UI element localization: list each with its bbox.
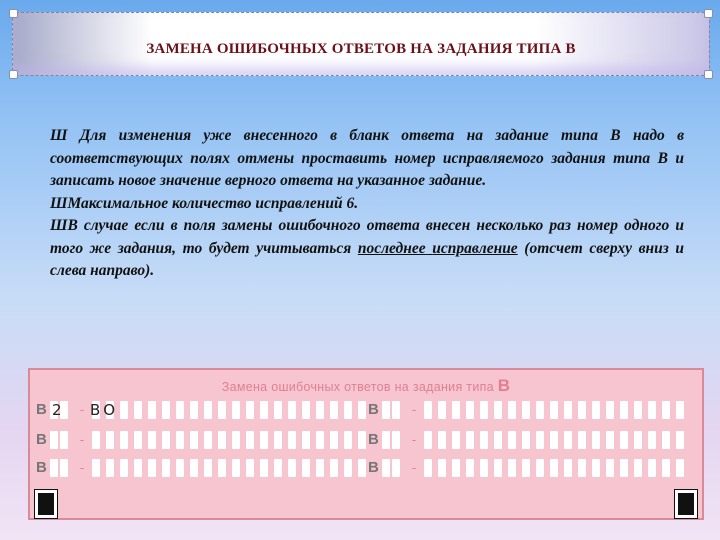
entry-task-number: 2 <box>52 401 62 419</box>
answer-cell <box>316 401 324 419</box>
answer-cell <box>274 459 282 477</box>
answer-cell <box>330 459 338 477</box>
answer-cell <box>162 401 170 419</box>
answer-cell <box>438 459 446 477</box>
bullet-marker: Ш <box>50 194 68 212</box>
answer-cell <box>480 401 488 419</box>
underlined-word: исправление <box>432 239 518 257</box>
answer-cell <box>634 401 642 419</box>
answer-cell <box>508 401 516 419</box>
task-number-cell <box>60 459 68 477</box>
bullet-marker: Ш <box>50 217 68 234</box>
answer-cell <box>344 431 352 449</box>
answer-cell <box>232 401 240 419</box>
answer-cell <box>536 459 544 477</box>
answer-cell <box>578 431 586 449</box>
answer-cell <box>550 431 558 449</box>
task-number-cell <box>382 459 390 477</box>
answer-cell <box>536 401 544 419</box>
answer-cell <box>176 431 184 449</box>
row-label: В <box>368 431 379 448</box>
task-number-cell <box>60 431 68 449</box>
answer-cell <box>274 401 282 419</box>
answer-cell <box>452 431 460 449</box>
answer-cell <box>92 459 100 477</box>
answer-cell <box>480 459 488 477</box>
answer-cell <box>218 401 226 419</box>
answer-cell <box>606 459 614 477</box>
underlined-word: последнее <box>357 239 426 257</box>
answer-cell <box>148 431 156 449</box>
answer-cell <box>148 401 156 419</box>
answer-cell <box>162 431 170 449</box>
answer-cell <box>662 459 670 477</box>
answer-cell <box>302 459 310 477</box>
row-label: В <box>36 401 47 418</box>
answer-cell <box>246 401 254 419</box>
answer-cell <box>620 401 628 419</box>
answer-cell <box>466 431 474 449</box>
answer-cell <box>452 459 460 477</box>
bullet-text: Максимальное количество исправлений 6. <box>67 194 359 212</box>
answer-cell <box>550 459 558 477</box>
banner-corner <box>704 9 713 18</box>
answer-cell <box>246 459 254 477</box>
answer-cell <box>676 459 684 477</box>
row-label: В <box>36 459 47 476</box>
answer-cell <box>438 401 446 419</box>
answer-cell <box>302 401 310 419</box>
answer-cell <box>578 401 586 419</box>
answer-cell <box>330 431 338 449</box>
banner-corner <box>704 70 713 79</box>
task-number-cell <box>382 431 390 449</box>
bullet-text: Для изменения уже внесенного в бланк ответа на задание типа В надо в соответствующих полях отмены проставить номер исправляемого задания типа В и записать новое значение верного ответа на указанное задание. <box>50 127 685 189</box>
answer-cell <box>120 459 128 477</box>
answer-cell <box>302 431 310 449</box>
answer-cell <box>204 459 212 477</box>
banner-corner <box>9 9 18 18</box>
answer-cell <box>260 401 268 419</box>
task-number-cell <box>392 401 400 419</box>
answer-cell <box>564 401 572 419</box>
separator-dash: - <box>79 432 85 447</box>
answer-cell <box>176 401 184 419</box>
answer-cell <box>494 459 502 477</box>
answer-cell <box>662 401 670 419</box>
bullet-marker: Ш <box>50 127 68 144</box>
answer-cell <box>606 431 614 449</box>
answer-cell <box>676 401 684 419</box>
row-label: В <box>368 401 379 418</box>
task-number-cell <box>50 431 58 449</box>
answer-cell <box>494 401 502 419</box>
answer-cell <box>424 431 432 449</box>
answer-cell <box>358 431 366 449</box>
answer-cell <box>190 431 198 449</box>
answer-cell <box>578 459 586 477</box>
answer-cell <box>344 401 352 419</box>
answer-cell <box>344 459 352 477</box>
answer-cell <box>106 431 114 449</box>
answer-cell <box>92 431 100 449</box>
task-number-cell <box>392 459 400 477</box>
answer-cell <box>190 459 198 477</box>
answer-cell <box>106 459 114 477</box>
answer-cell <box>662 431 670 449</box>
answer-cell <box>134 401 142 419</box>
bullet-text: В случае если в поля замены ошибочного ответа внесен несколько раз номер одного и того же задания, то будет учитываться <box>50 217 684 257</box>
answer-cell <box>134 459 142 477</box>
separator-dash: - <box>79 402 85 417</box>
answer-cell <box>190 401 198 419</box>
answer-cell <box>218 459 226 477</box>
answer-cell <box>358 401 366 419</box>
answer-cell <box>592 459 600 477</box>
task-number-cell <box>50 459 58 477</box>
answer-cell <box>564 459 572 477</box>
answer-cell <box>316 431 324 449</box>
bullet-1 <box>50 125 684 193</box>
answer-cell <box>438 431 446 449</box>
task-number-cell <box>382 401 390 419</box>
answer-cell <box>260 459 268 477</box>
answer-cell <box>218 431 226 449</box>
answer-cell <box>522 459 530 477</box>
slide-title: ЗАМЕНА ОШИБОЧНЫХ ОТВЕТОВ НА ЗАДАНИЯ ТИПА В <box>146 40 576 57</box>
answer-cell <box>316 459 324 477</box>
answer-cell <box>564 431 572 449</box>
answer-cell <box>452 401 460 419</box>
answer-cell <box>466 459 474 477</box>
answer-cell <box>522 401 530 419</box>
form-title-letter: В <box>497 376 511 395</box>
answer-cell <box>620 431 628 449</box>
answer-cell <box>536 431 544 449</box>
answer-cell <box>176 459 184 477</box>
answer-cell <box>330 401 338 419</box>
answer-cell <box>120 431 128 449</box>
answer-cell <box>148 459 156 477</box>
answer-cell <box>634 431 642 449</box>
bullet-3 <box>50 215 684 283</box>
answer-cell <box>232 459 240 477</box>
row-label: В <box>368 459 379 476</box>
answer-cell <box>648 431 656 449</box>
answer-cell <box>620 459 628 477</box>
answer-cell <box>522 431 530 449</box>
answer-cell <box>358 459 366 477</box>
answer-cell <box>592 431 600 449</box>
separator-dash: - <box>411 432 417 447</box>
answer-cell <box>480 431 488 449</box>
form-title-text: Замена ошибочных ответов на задания типа <box>221 380 494 394</box>
replacement-form-image <box>28 368 704 520</box>
answer-cell <box>676 431 684 449</box>
answer-cell <box>466 401 474 419</box>
separator-dash: - <box>79 460 85 475</box>
banner-corner <box>9 70 18 79</box>
answer-cell <box>232 431 240 449</box>
bullet-text-end: (отсчет сверху вниз и слева направо). <box>50 239 684 279</box>
form-title <box>30 376 702 396</box>
answer-cell <box>606 401 614 419</box>
separator-dash: - <box>411 402 417 417</box>
bullet-2 <box>50 193 684 216</box>
answer-cell <box>648 459 656 477</box>
entry-answer: ВО <box>90 401 119 419</box>
answer-cell <box>274 431 282 449</box>
answer-cell <box>246 431 254 449</box>
title-banner <box>12 12 710 76</box>
answer-cell <box>592 401 600 419</box>
separator-dash: - <box>411 460 417 475</box>
registration-marker <box>675 490 697 518</box>
answer-cell <box>288 431 296 449</box>
answer-cell <box>134 431 142 449</box>
answer-cell <box>162 459 170 477</box>
answer-cell <box>494 431 502 449</box>
slide-content <box>50 125 684 283</box>
answer-cell <box>508 431 516 449</box>
answer-cell <box>288 459 296 477</box>
answer-cell <box>634 459 642 477</box>
answer-cell <box>120 401 128 419</box>
row-label: В <box>36 431 47 448</box>
answer-cell <box>648 401 656 419</box>
answer-cell <box>550 401 558 419</box>
task-number-cell <box>392 431 400 449</box>
answer-cell <box>424 459 432 477</box>
answer-cell <box>204 401 212 419</box>
answer-cell <box>288 401 296 419</box>
answer-cell <box>204 431 212 449</box>
answer-cell <box>424 401 432 419</box>
registration-marker <box>35 490 57 518</box>
answer-cell <box>508 459 516 477</box>
answer-cell <box>260 431 268 449</box>
